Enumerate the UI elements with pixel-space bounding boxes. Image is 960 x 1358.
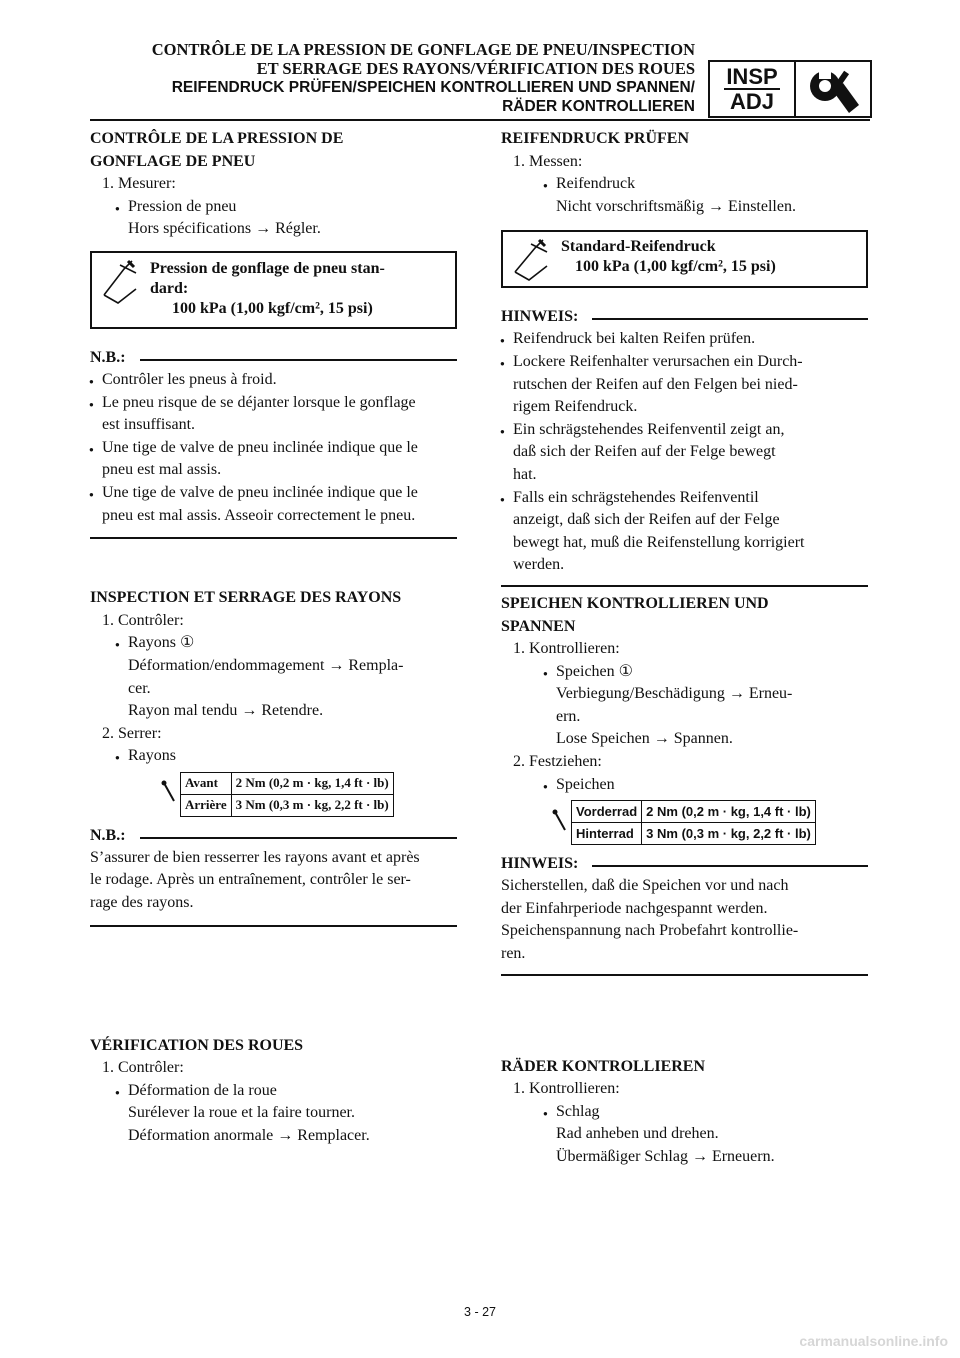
section-title: SPEICHEN KONTROLLIEREN UND [501,594,769,612]
torque-value: 3 Nm (0,3 m · kg, 2,2 ft · lb) [231,794,393,816]
badge-insp-label: INSP [726,64,778,89]
item-detail: Nicht vorschriftsmäßig → Einstellen. [556,197,796,215]
item-detail: Rayon mal tendu → Retendre. [128,702,324,720]
bullet-item: ● Schlag [556,1103,600,1120]
header-line-3: REIFENDRUCK PRÜFEN/SPEICHEN KONTROLLIEREN UND SPANNEN/ [171,79,695,96]
step-label: 1. Kontrollieren: [513,1080,620,1098]
note-text: S’assurer de bien resserrer les rayons avant et après [90,848,420,866]
page-header-title [152,40,695,116]
torque-label: Avant [181,772,232,794]
note-text: Sicherstellen, daß die Speichen vor und nach [501,877,789,895]
item-detail: Rad anheben und drehen. [556,1125,719,1143]
note-text: le rodage. Après un entraînement, contrôler le ser- [90,871,411,889]
step-label: 1. Contrôler: [102,611,184,629]
spec-value: 100 kPa (1,00 kgf/cm², 15 psi) [575,258,776,276]
bullet-item: ● Rayons [128,747,176,764]
note-item: ● Le pneu risque de se déjanter lorsque le gonflage [102,394,416,411]
section-title: RÄDER KONTROLLIEREN [501,1057,706,1075]
spec-value: 100 kPa (1,00 kgf/cm², 15 psi) [172,299,373,317]
section-title: REIFENDRUCK PRÜFEN [501,130,689,147]
step-label: 1. Contrôler: [102,1059,184,1077]
bullet-item: ● Speichen ① [556,663,633,680]
step-label: 2. Serrer: [102,724,162,742]
note-item: ● Une tige de valve de pneu inclinée indique que le [102,484,418,501]
spec-wrench-icon [92,253,148,327]
french-column: CONTRÔLE DE LA PRESSION DE GONFLAGE DE PNEU 1. Mesurer: ● Pression de pneu Hors spécifications → Régler. Pression de gonflage de pneu stan- dard: 100 kPa (1,00 kgf/cm², 15 psi) N.B.: ● Contrôler les pneus à froid. ● Le pneu risque de se déjanter lorsque le gonflage est insuffisant. ● Une tige de valve de pneu inclinée indique que le pneu est mal assis. ● Une tige de valve de pneu inclinée indique que le pneu est mal assis. Asseoir correctement le pneu. INSPECTION ET SERRAGE DES RAYONS 1. Contrôler: ● Rayons ① Déformation/endommagement → Rempla- cer. Rayon mal tendu → Retendre. 2. Serrer: ● Rayons Avant 2 Nm (0,2 m · kg, 1,4 ft · lb) Arrière 3 Nm (0,3 m · kg, 2,2 ft · lb) N.B.: S’assurer de bien resserrer les rayons avant et après le rodage. Après un entraînement, contrôler le ser- rage des rayons. VÉRIFICATION DES ROUES 1. Contrôler: ● Déformation de la roue Surélever la roue et la faire tourner. Déformation anormale → Remplacer. [90,128,457,1148]
note-header: HINWEIS: [501,853,868,875]
torque-label: Hinterrad [572,823,642,845]
section-title: SPANNEN [501,617,576,635]
header-rule [90,119,870,121]
badge-adj-label: ADJ [729,89,774,114]
torque-value: 2 Nm (0,2 m · kg, 1,4 ft · lb) [642,801,816,823]
bullet-item: ● Rayons ① [128,634,194,651]
watermark: carmanualsonline.info [799,1333,948,1349]
wrench-icon [796,62,870,116]
spec-text: Pression de gonflage de pneu stan- [150,259,385,277]
torque-wrench-icon [549,801,572,845]
spec-wrench-icon [503,232,559,286]
german-column: REIFENDRUCK PRÜFEN 1. Messen: ● Reifendruck Nicht vorschriftsmäßig → Einstellen. Standard-Reifendruck 100 kPa (1,00 kgf/cm², 15 psi) HINWEIS: ● Reifendruck bei kalten Reifen prüfen. ● Lockere Reifenhalter verursachen ein Durch- rutschen der Reifen auf den Felgen bei nied- rigem Reifendruck. ● Ein schrägstehendes Reifenventil zeigt an, daß sich der Reifen auf der Felge bewegt hat. ● Falls ein schrägstehendes Reifenventil anzeigt, daß sich der Reifen auf der Felge bewegt hat, muß die Reifenstellung korrigiert werden. SPEICHEN KONTROLLIEREN UND SPANNEN 1. Kontrollieren: ● Speichen ① Verbiegung/Beschädigung → Erneu- ern. Lose Speichen → Spannen. 2. Festziehen: ● Speichen Vorderrad 2 Nm (0,2 m · kg, 1,4 ft · lb) Hinterrad 3 Nm (0,3 m · kg, 2,2 ft · lb) HINWEIS: Sicherstellen, daß die Speichen vor und nach der Einfahrperiode nachgespannt werden. Speichenspannung nach Probefahrt kontrollie- ren. RÄDER KONTROLLIEREN 1. Kontrollieren: ● Schlag Rad anheben und drehen. Übermäßiger Schlag → Erneuern. [501,128,868,1169]
note-text: der Einfahrperiode nachgespannt werden. [501,899,768,917]
torque-value: 3 Nm (0,3 m · kg, 2,2 ft · lb) [642,823,816,845]
item-detail: Déformation/endommagement → Rempla- [128,656,404,674]
note-item: ● Falls ein schrägstehendes Reifenventil [513,489,759,506]
spec-box [90,251,457,329]
header-line-2: ET SERRAGE DES RAYONS/VÉRIFICATION DES ROUES [256,59,695,78]
section-title: CONTRÔLE DE LA PRESSION DE [90,130,344,147]
step-label: 1. Kontrollieren: [513,640,620,658]
item-detail: Surélever la roue et la faire tourner. [128,1104,355,1122]
torque-table [158,772,394,817]
note-item: ● Lockere Reifenhalter verursachen ein Durch- [513,353,803,370]
item-detail: Hors spécifications → Régler. [128,220,321,238]
bullet-item: ● Reifendruck [556,175,635,192]
note-text: ren. [501,945,526,963]
note-header: N.B.: [90,825,457,847]
note-item: ● Une tige de valve de pneu inclinée indique que le [102,439,418,456]
note-item: ● Ein schrägstehendes Reifenventil zeigt an, [513,421,784,438]
note-text: Speichenspannung nach Probefahrt kontrollie- [501,922,799,940]
section-title: INSPECTION ET SERRAGE DES RAYONS [90,589,402,607]
spec-text: Standard-Reifendruck [561,238,716,256]
torque-table [549,800,816,845]
section-title: VÉRIFICATION DES ROUES [90,1036,304,1054]
note-header: HINWEIS: [501,306,868,328]
bullet-item: ● Déformation de la roue [128,1082,277,1099]
step-label: 1. Mesurer: [102,175,176,193]
header-line-4: RÄDER KONTROLLIEREN [502,98,695,115]
torque-label: Arrière [181,794,232,816]
spec-box [501,230,868,288]
note-item: ● Contrôler les pneus à froid. [102,371,277,388]
spec-text: dard: [150,279,189,297]
note-header: N.B.: [90,347,457,369]
torque-wrench-icon [158,772,181,816]
insp-adj-badge [708,60,872,118]
header-line-1: CONTRÔLE DE LA PRESSION DE GONFLAGE DE PNEU/INSPECTION [151,40,695,59]
item-detail: Verbiegung/Beschädigung → Erneu- [556,685,793,703]
item-detail: Lose Speichen → Spannen. [556,730,733,748]
page-number: 3 - 27 [464,1305,496,1319]
item-detail: Übermäßiger Schlag → Erneuern. [556,1148,775,1165]
item-detail: Déformation anormale → Remplacer. [128,1127,370,1145]
torque-value: 2 Nm (0,2 m · kg, 1,4 ft · lb) [231,772,393,794]
torque-label: Vorderrad [572,801,642,823]
step-label: 2. Festziehen: [513,753,602,771]
bullet-item: ● Pression de pneu [128,198,236,215]
section-title: GONFLAGE DE PNEU [90,152,256,170]
note-item: ● Reifendruck bei kalten Reifen prüfen. [513,330,755,347]
step-label: 1. Messen: [513,152,583,170]
note-text: rage des rayons. [90,894,194,912]
bullet-item: ● Speichen [556,776,615,793]
